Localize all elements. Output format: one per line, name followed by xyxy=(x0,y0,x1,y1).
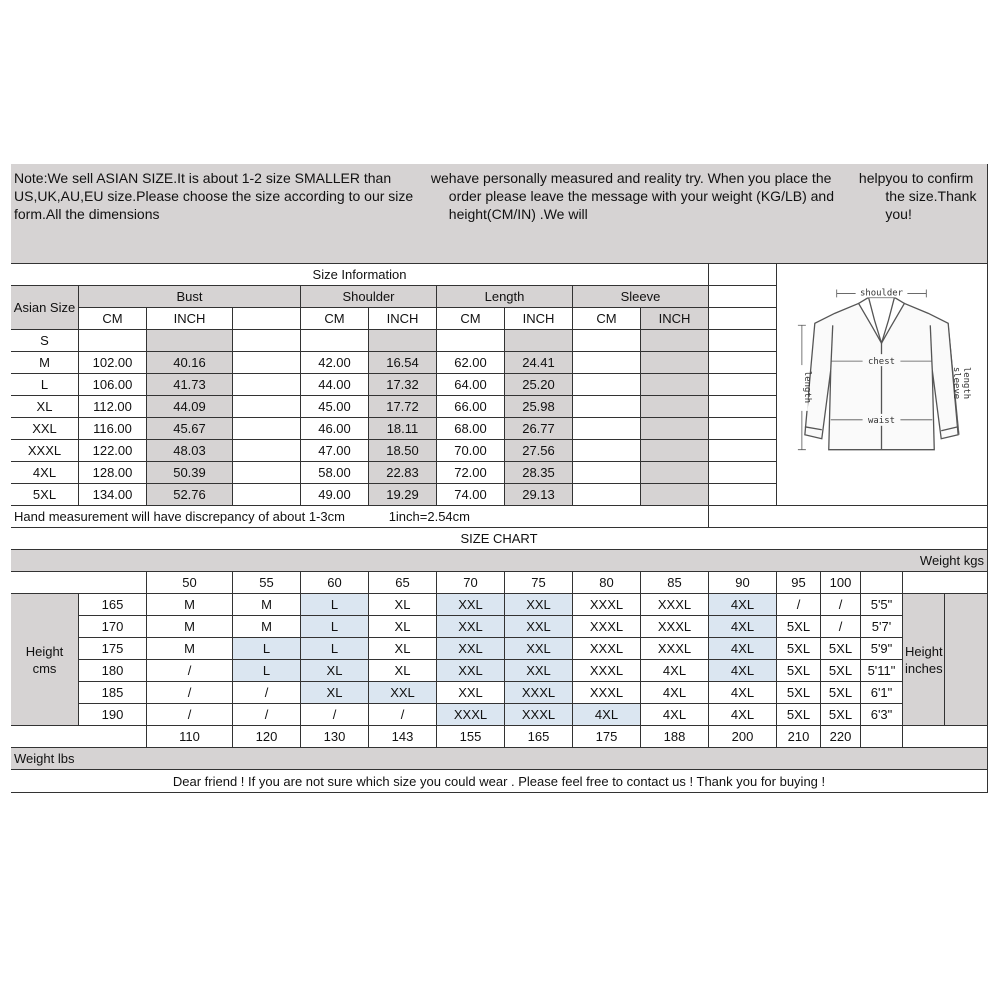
sleeve-cm-cell xyxy=(573,484,641,506)
height-cms-label xyxy=(11,594,79,726)
blank-cell xyxy=(861,726,903,748)
shoulder-inch-cell: 22.83 xyxy=(369,462,437,484)
height-inch-value: 5'5" xyxy=(861,594,903,616)
height-cm-value: 170 xyxy=(79,616,147,638)
bust-inch-cell: 44.09 xyxy=(147,396,233,418)
size-cell: 5XL xyxy=(777,682,821,704)
blank-cell xyxy=(11,572,147,594)
blank-cell xyxy=(709,286,777,308)
size-cell: XXXL xyxy=(641,638,709,660)
length-inch-cell: 26.77 xyxy=(505,418,573,440)
sleeve-cm-cell xyxy=(573,440,641,462)
size-cell: M xyxy=(147,638,233,660)
size-label: 5XL xyxy=(11,484,79,506)
bust-inch-cell: 52.76 xyxy=(147,484,233,506)
sleeve-inch-cell xyxy=(641,374,709,396)
size-cell: XXXL xyxy=(573,682,641,704)
size-label: 4XL xyxy=(11,462,79,484)
weight-kgs-header: Weight kgs xyxy=(11,550,988,572)
shoulder-inch-cell: 16.54 xyxy=(369,352,437,374)
size-cell: L xyxy=(301,638,369,660)
bust-cm-cell: 102.00 xyxy=(79,352,147,374)
weight-lb-value: 165 xyxy=(505,726,573,748)
length-inch-cell xyxy=(505,330,573,352)
height-cms-text: Height xyxy=(25,643,64,659)
size-label: XL xyxy=(11,396,79,418)
size-cell: XXXL xyxy=(641,594,709,616)
asian-size-header: Asian Size xyxy=(11,286,79,330)
size-cell: / xyxy=(147,704,233,726)
weight-kg-value: 55 xyxy=(233,572,301,594)
sleeve-cm-cell xyxy=(573,374,641,396)
bust-inch-cell xyxy=(147,330,233,352)
shoulder-inch-cell: 18.50 xyxy=(369,440,437,462)
size-cell: XXXL xyxy=(573,638,641,660)
shoulder-inch-cell xyxy=(369,330,437,352)
bust-cm-cell: 122.00 xyxy=(79,440,147,462)
size-cell: XXL xyxy=(437,682,505,704)
bust-cm-cell: 106.00 xyxy=(79,374,147,396)
note-box xyxy=(11,164,988,264)
height-inch-value: 6'1" xyxy=(861,682,903,704)
blank-cell xyxy=(709,330,777,352)
length-inch-cell: 25.20 xyxy=(505,374,573,396)
unit-cm: CM xyxy=(79,308,147,330)
size-cell: 4XL xyxy=(573,704,641,726)
bust-inch-cell: 48.03 xyxy=(147,440,233,462)
size-chart-sheet xyxy=(11,164,988,793)
size-cell: 4XL xyxy=(709,704,777,726)
size-cell: XXXL xyxy=(505,704,573,726)
length-inch-cell: 24.41 xyxy=(505,352,573,374)
length-cm-cell: 64.00 xyxy=(437,374,505,396)
weight-lb-value: 130 xyxy=(301,726,369,748)
size-cell: XXL xyxy=(505,616,573,638)
size-cell: XL xyxy=(369,638,437,660)
size-label: XXL xyxy=(11,418,79,440)
sleeve-cm-cell xyxy=(573,352,641,374)
note-line: help xyxy=(858,170,886,186)
bust-header: Bust xyxy=(79,286,301,308)
size-cell: / xyxy=(821,594,861,616)
shoulder-cm-cell: 46.00 xyxy=(301,418,369,440)
length-cm-cell: 66.00 xyxy=(437,396,505,418)
height-inches-text: Height xyxy=(905,643,943,659)
size-cell: XXXL xyxy=(505,682,573,704)
size-cell: / xyxy=(777,594,821,616)
weight-kg-value: 80 xyxy=(573,572,641,594)
hand-measurement-note: Hand measurement will have discrepancy of about 1-3cm xyxy=(14,509,345,524)
blank-cell xyxy=(233,462,301,484)
height-cms-text: cms xyxy=(32,660,57,676)
length-cm-cell: 62.00 xyxy=(437,352,505,374)
weight-kg-value: 75 xyxy=(505,572,573,594)
size-cell: / xyxy=(147,660,233,682)
sleeve-cm-cell xyxy=(573,462,641,484)
size-cell: / xyxy=(821,616,861,638)
blank-cell xyxy=(903,726,988,748)
length-inch-cell: 27.56 xyxy=(505,440,573,462)
weight-lb-value: 143 xyxy=(369,726,437,748)
size-cell: 5XL xyxy=(777,660,821,682)
size-cell: XXXL xyxy=(641,616,709,638)
height-inch-value: 6'3" xyxy=(861,704,903,726)
length-cm-cell: 74.00 xyxy=(437,484,505,506)
size-cell: 4XL xyxy=(641,704,709,726)
shoulder-inch-cell: 17.32 xyxy=(369,374,437,396)
unit-inch: INCH xyxy=(505,308,573,330)
size-label: XXXL xyxy=(11,440,79,462)
sleeve-inch-cell xyxy=(641,484,709,506)
note-line: you to confirm the size.Thank you! xyxy=(885,170,977,222)
shirt-diagram xyxy=(777,264,988,506)
size-cell: XL xyxy=(369,660,437,682)
sleeve-cm-cell xyxy=(573,418,641,440)
blank-cell xyxy=(709,462,777,484)
blank-cell xyxy=(709,484,777,506)
blank-cell xyxy=(709,374,777,396)
weight-lb-value: 110 xyxy=(147,726,233,748)
weight-kg-value: 100 xyxy=(821,572,861,594)
bust-inch-cell: 41.73 xyxy=(147,374,233,396)
weight-kg-value: 85 xyxy=(641,572,709,594)
length-cm-cell: 68.00 xyxy=(437,418,505,440)
size-cell: / xyxy=(233,682,301,704)
size-cell: 5XL xyxy=(821,638,861,660)
sleeve-header: Sleeve xyxy=(573,286,709,308)
sleeve-inch-cell xyxy=(641,330,709,352)
weight-lb-value: 175 xyxy=(573,726,641,748)
size-cell: 4XL xyxy=(641,682,709,704)
size-cell: / xyxy=(301,704,369,726)
size-cell: XXXL xyxy=(437,704,505,726)
height-inches-text: inches xyxy=(905,660,943,676)
bust-inch-cell: 40.16 xyxy=(147,352,233,374)
size-cell: M xyxy=(233,616,301,638)
size-cell: 5XL xyxy=(777,704,821,726)
height-cm-value: 190 xyxy=(79,704,147,726)
size-cell: XXL xyxy=(437,594,505,616)
length-cm-cell: 72.00 xyxy=(437,462,505,484)
size-cell: XXL xyxy=(505,660,573,682)
blank-cell xyxy=(233,440,301,462)
weight-kg-value: 65 xyxy=(369,572,437,594)
blank-cell xyxy=(903,572,988,594)
blank-cell xyxy=(709,352,777,374)
shoulder-cm-cell: 42.00 xyxy=(301,352,369,374)
size-cell: XXXL xyxy=(573,660,641,682)
note-line: have personally measured and reality try. When you place the order please leave the message with your weight (KG/LB) and height(CM/IN) .We will xyxy=(448,170,834,222)
size-label: L xyxy=(11,374,79,396)
unit-cm: CM xyxy=(301,308,369,330)
note-line: we xyxy=(430,170,449,186)
weight-lb-value: 120 xyxy=(233,726,301,748)
size-cell: 5XL xyxy=(777,638,821,660)
blank-cell xyxy=(861,572,903,594)
blank-cell xyxy=(233,352,301,374)
weight-lb-value: 188 xyxy=(641,726,709,748)
shoulder-cm-cell: 47.00 xyxy=(301,440,369,462)
size-info-title: Size Information xyxy=(11,264,709,286)
weight-kg-value: 70 xyxy=(437,572,505,594)
size-cell: 5XL xyxy=(821,704,861,726)
size-cell: 4XL xyxy=(641,660,709,682)
height-cm-value: 175 xyxy=(79,638,147,660)
chest-label: chest xyxy=(868,356,895,367)
unit-inch: INCH xyxy=(147,308,233,330)
size-label: M xyxy=(11,352,79,374)
bust-cm-cell: 128.00 xyxy=(79,462,147,484)
size-cell: XXL xyxy=(437,638,505,660)
blank-cell xyxy=(233,330,301,352)
size-cell: 4XL xyxy=(709,682,777,704)
size-chart-title: SIZE CHART xyxy=(11,528,988,550)
hand-measurement-row xyxy=(11,506,709,528)
blank-cell xyxy=(709,440,777,462)
height-cm-value: 165 xyxy=(79,594,147,616)
blank-cell xyxy=(233,308,301,330)
blank-cell xyxy=(709,264,777,286)
shoulder-header: Shoulder xyxy=(301,286,437,308)
blank-cell xyxy=(709,418,777,440)
sleeve-inch-cell xyxy=(641,352,709,374)
size-cell: / xyxy=(233,704,301,726)
size-cell: 5XL xyxy=(821,660,861,682)
height-inch-value: 5'9" xyxy=(861,638,903,660)
length-inch-cell: 28.35 xyxy=(505,462,573,484)
size-cell: L xyxy=(301,594,369,616)
length-label: length xyxy=(801,370,812,403)
weight-kg-value: 95 xyxy=(777,572,821,594)
unit-inch: INCH xyxy=(641,308,709,330)
blank-cell xyxy=(945,594,988,726)
size-cell: / xyxy=(369,704,437,726)
bust-inch-cell: 50.39 xyxy=(147,462,233,484)
sleeve-inch-cell xyxy=(641,396,709,418)
size-cell: M xyxy=(147,594,233,616)
blank-cell xyxy=(709,506,988,528)
height-inches-label xyxy=(903,594,945,726)
blank-cell xyxy=(233,396,301,418)
size-cell: 4XL xyxy=(709,594,777,616)
weight-lb-value: 155 xyxy=(437,726,505,748)
sleeve-length-label: length xyxy=(961,366,972,399)
size-cell: 5XL xyxy=(821,682,861,704)
length-header: Length xyxy=(437,286,573,308)
height-cm-value: 185 xyxy=(79,682,147,704)
size-cell: XXL xyxy=(505,638,573,660)
size-cell: XL xyxy=(301,660,369,682)
size-cell: 4XL xyxy=(709,638,777,660)
size-cell: M xyxy=(147,616,233,638)
sleeve-inch-cell xyxy=(641,440,709,462)
height-cm-value: 180 xyxy=(79,660,147,682)
blank-cell xyxy=(709,396,777,418)
note-line: Note:We sell ASIAN SIZE.It is about 1-2 size SMALLER than US,UK,AU,EU size.Please choose the size according to our size form.All the dimensions xyxy=(14,170,414,222)
blank-cell xyxy=(709,308,777,330)
unit-cm: CM xyxy=(573,308,641,330)
size-label: S xyxy=(11,330,79,352)
bust-cm-cell: 134.00 xyxy=(79,484,147,506)
weight-lb-value: 200 xyxy=(709,726,777,748)
sleeve-inch-cell xyxy=(641,418,709,440)
shoulder-inch-cell: 18.11 xyxy=(369,418,437,440)
weight-lb-value: 220 xyxy=(821,726,861,748)
size-cell: 4XL xyxy=(709,660,777,682)
unit-cm: CM xyxy=(437,308,505,330)
footer-message: Dear friend ! If you are not sure which size you could wear . Please feel free to contact us ! Thank you for buying ! xyxy=(11,770,988,793)
shoulder-inch-cell: 17.72 xyxy=(369,396,437,418)
length-inch-cell: 29.13 xyxy=(505,484,573,506)
shoulder-cm-cell xyxy=(301,330,369,352)
size-cell: XL xyxy=(369,594,437,616)
shirt-illustration xyxy=(777,265,987,505)
length-cm-cell xyxy=(437,330,505,352)
size-cell: XL xyxy=(369,616,437,638)
weight-kg-value: 60 xyxy=(301,572,369,594)
size-cell: 5XL xyxy=(777,616,821,638)
weight-kg-value: 50 xyxy=(147,572,233,594)
length-inch-cell: 25.98 xyxy=(505,396,573,418)
length-cm-cell: 70.00 xyxy=(437,440,505,462)
bust-cm-cell: 116.00 xyxy=(79,418,147,440)
size-cell: 4XL xyxy=(709,616,777,638)
size-cell: M xyxy=(233,594,301,616)
unit-inch: INCH xyxy=(369,308,437,330)
sleeve-label: sleeve xyxy=(951,366,962,399)
size-cell: XXL xyxy=(369,682,437,704)
size-cell: / xyxy=(147,682,233,704)
inch-conversion-note: 1inch=2.54cm xyxy=(388,509,470,524)
size-cell: XXXL xyxy=(573,594,641,616)
shoulder-cm-cell: 44.00 xyxy=(301,374,369,396)
bust-cm-cell: 112.00 xyxy=(79,396,147,418)
weight-lbs-label: Weight lbs xyxy=(11,748,988,770)
shoulder-label: shoulder xyxy=(859,287,904,298)
blank-cell xyxy=(233,374,301,396)
sleeve-cm-cell xyxy=(573,396,641,418)
size-cell: L xyxy=(301,616,369,638)
weight-kg-value: 90 xyxy=(709,572,777,594)
size-cell: XXXL xyxy=(573,616,641,638)
blank-cell xyxy=(11,726,147,748)
shoulder-cm-cell: 49.00 xyxy=(301,484,369,506)
shoulder-cm-cell: 45.00 xyxy=(301,396,369,418)
sleeve-inch-cell xyxy=(641,462,709,484)
size-cell: XXL xyxy=(505,594,573,616)
shoulder-inch-cell: 19.29 xyxy=(369,484,437,506)
height-inch-value: 5'7' xyxy=(861,616,903,638)
shoulder-cm-cell: 58.00 xyxy=(301,462,369,484)
size-cell: XL xyxy=(301,682,369,704)
bust-cm-cell xyxy=(79,330,147,352)
size-cell: XXL xyxy=(437,616,505,638)
weight-lb-value: 210 xyxy=(777,726,821,748)
size-cell: L xyxy=(233,660,301,682)
blank-cell xyxy=(233,484,301,506)
waist-label: waist xyxy=(868,415,895,426)
height-inch-value: 5'11" xyxy=(861,660,903,682)
sleeve-cm-cell xyxy=(573,330,641,352)
size-cell: XXL xyxy=(437,660,505,682)
blank-cell xyxy=(233,418,301,440)
bust-inch-cell: 45.67 xyxy=(147,418,233,440)
size-cell: L xyxy=(233,638,301,660)
